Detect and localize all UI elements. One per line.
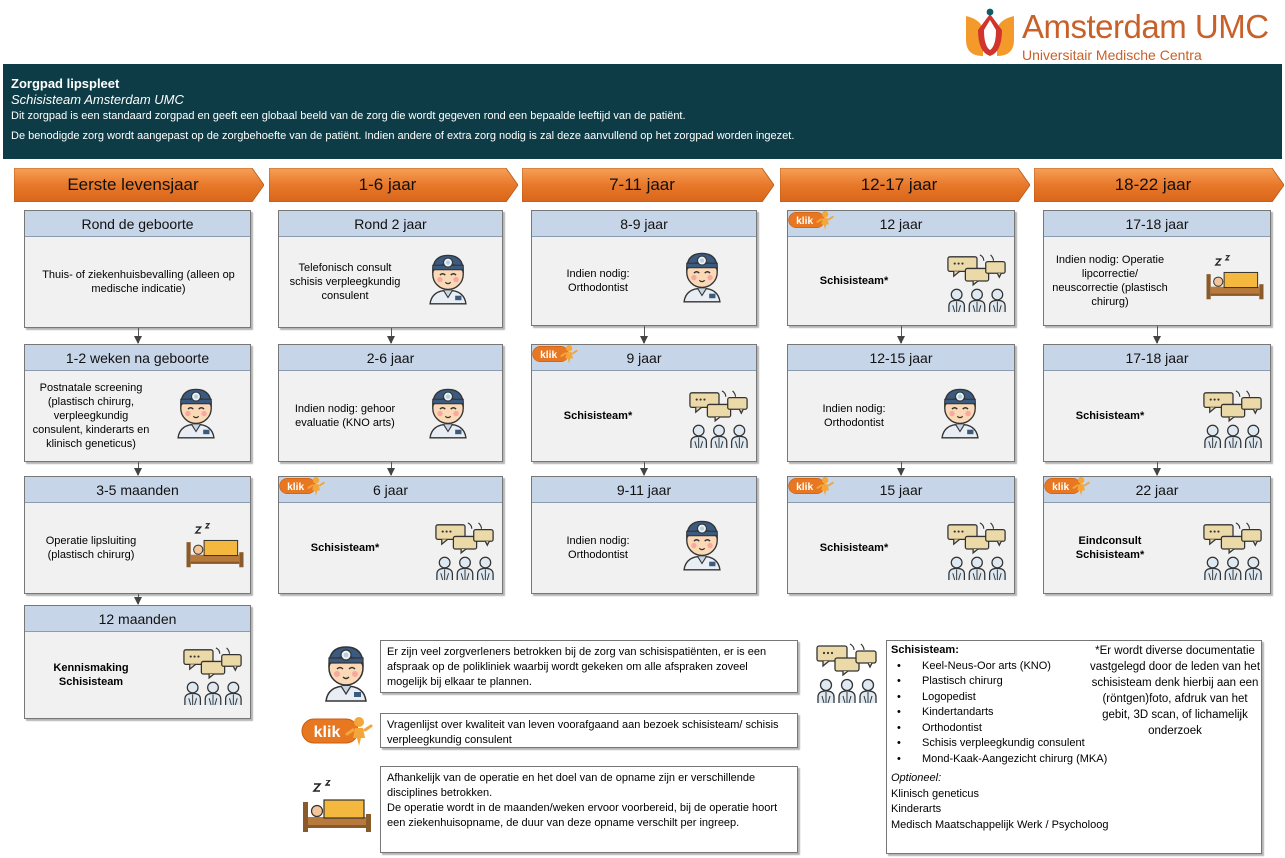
phase-label: 7-11 jaar	[609, 175, 675, 194]
care-step-text: Schisisteam*	[563, 410, 633, 422]
team-member-list	[891, 659, 1121, 768]
svg-text:klik: klik	[796, 215, 814, 227]
tulip-logo-icon	[962, 6, 1018, 62]
care-step-title: 3-5 maanden	[25, 477, 250, 503]
team-member: • Schisis verpleegkundig consulent	[891, 736, 1121, 752]
team-icon	[1202, 387, 1264, 449]
team-icon	[434, 519, 496, 581]
team-icon	[688, 387, 750, 449]
care-step-title: 17-18 jaar	[1044, 345, 1270, 371]
klik-icon[interactable]	[279, 475, 325, 497]
care-step-text: Schisisteam*	[1075, 410, 1145, 422]
hospital-bed-icon	[184, 523, 246, 573]
team-member: • Kindertandarts	[891, 705, 1121, 721]
care-step-card	[24, 476, 251, 594]
team-member: • Mond-Kaak-Aangezicht chirurg (MKA)	[891, 752, 1121, 768]
care-step-text: Operatie lipsluiting (plastisch chirurg)	[45, 535, 137, 561]
intro-line-2: De benodigde zorg wordt aangepast op de zorgbehoefte van de patiënt. Indien andere of extra zorg nodig is zal deze aanvullend op het zorgpad worden ingezet.	[11, 130, 795, 142]
care-step-text: Telefonisch consult schisis verpleegkundig consulent	[289, 262, 401, 302]
hospital-bed-icon	[1204, 255, 1266, 305]
team-icon	[1202, 519, 1264, 581]
flow-arrow	[644, 462, 645, 475]
team-member: • Plastisch chirurg	[891, 674, 1121, 690]
care-step-card	[531, 476, 757, 594]
team-icon	[946, 251, 1008, 313]
care-step-title: 12 maanden	[25, 606, 250, 632]
team-optional-title: Optioneel:	[891, 772, 942, 784]
doctor-icon	[676, 245, 728, 303]
doctor-icon	[934, 381, 986, 439]
klik-icon[interactable]	[788, 209, 834, 231]
care-step-text: Eindconsult Schisisteam*	[1075, 535, 1145, 561]
care-step-card	[24, 605, 251, 719]
care-step-title: 9-11 jaar	[532, 477, 756, 503]
care-step-title: 12-15 jaar	[788, 345, 1014, 371]
flow-arrow	[1157, 462, 1158, 475]
care-step-text: Thuis- of ziekenhuisbevalling (alleen op medische indicatie)	[42, 269, 235, 295]
team-box	[886, 640, 1262, 854]
team-note: *Er wordt diverse documentatie vastgelegd door de leden van het schisisteam denk hierbij aan een (röntgen)foto, afdruk van het gebit, 3D scan, of lichamelijk onderzoek	[1089, 645, 1261, 737]
care-step-card	[787, 210, 1015, 326]
legend-bed-icon	[300, 780, 374, 838]
care-step-title: 1-2 weken na geboorte	[25, 345, 250, 371]
care-step-card	[278, 344, 503, 462]
team-optional-list	[891, 787, 1121, 834]
care-step-card	[24, 210, 251, 328]
care-step-title: 6 jaar	[279, 477, 502, 503]
care-step-title: Rond de geboorte	[25, 211, 250, 237]
legend-team-icon	[815, 640, 879, 704]
care-step-card	[278, 476, 503, 594]
klik-icon	[301, 714, 373, 748]
legend-bed-text-1: Afhankelijk van de operatie en het doel van de opname zijn er verschillende disciplines betrokken.	[387, 772, 756, 799]
care-step-text: Schisisteam*	[819, 275, 889, 287]
care-step-text: Kennismaking Schisisteam	[53, 662, 129, 688]
legend-bed-text	[380, 766, 798, 853]
care-step-text: Indien nodig: Orthodontist	[822, 403, 886, 429]
svg-text:klik: klik	[1052, 481, 1070, 493]
doctor-icon	[422, 381, 474, 439]
care-step-card	[1043, 476, 1271, 594]
klik-icon[interactable]	[1044, 475, 1090, 497]
flow-arrow	[138, 328, 139, 343]
care-step-card	[1043, 210, 1271, 326]
legend-klik-icon	[301, 714, 373, 748]
care-step-title: Rond 2 jaar	[279, 211, 502, 237]
care-step-card	[531, 344, 757, 462]
page-subtitle: Schisisteam Amsterdam UMC	[11, 92, 184, 107]
care-step-card	[24, 344, 251, 462]
team-icon	[182, 644, 244, 706]
page-title: Zorgpad lipspleet	[11, 76, 120, 91]
care-step-title: 17-18 jaar	[1044, 211, 1270, 237]
phase-label: 18-22 jaar	[1114, 175, 1192, 194]
legend-doctor-icon	[317, 638, 375, 702]
doctor-icon	[317, 638, 375, 702]
care-step-card	[531, 210, 757, 326]
phase-4	[780, 168, 1030, 202]
care-step-text: Schisisteam*	[310, 542, 380, 554]
flow-arrow	[901, 462, 902, 475]
team-icon	[815, 640, 879, 704]
care-step-text: Schisisteam*	[819, 542, 889, 554]
legend-doctor-text: Er zijn veel zorgverleners betrokken bij de zorg van schisispatiënten, er is een afspraak op de polikliniek waarbij wordt gekeken om alle afspraken zoveel mogelijk bij elkaar te plannen.	[380, 640, 798, 693]
care-step-text: Indien nodig: Operatie lipcorrectie/ neuscorrectie (plastisch chirurg)	[1052, 254, 1168, 308]
flow-arrow	[138, 462, 139, 475]
phase-label: 12-17 jaar	[860, 175, 938, 194]
header-banner	[3, 64, 1282, 159]
doctor-icon	[676, 513, 728, 571]
flow-arrow	[391, 328, 392, 343]
svg-text:klik: klik	[313, 724, 341, 741]
svg-text:klik: klik	[796, 481, 814, 493]
doctor-icon	[422, 247, 474, 305]
phase-3	[522, 168, 774, 202]
phase-1	[14, 168, 264, 202]
team-optional-member: Klinisch geneticus	[891, 787, 980, 800]
care-step-text: Indien nodig: Orthodontist	[566, 268, 630, 294]
hospital-bed-icon	[300, 780, 374, 838]
care-step-title: 2-6 jaar	[279, 345, 502, 371]
doctor-icon	[170, 381, 222, 439]
intro-line-1: Dit zorgpad is een standaard zorgpad en geeft een globaal beeld van de zorg die wordt gegeven rond een bepaalde leeftijd van de patiënt.	[11, 110, 686, 122]
phase-5	[1034, 168, 1284, 202]
phase-label: 1-6 jaar	[358, 175, 417, 194]
logo-name: Amsterdam UMC	[1022, 8, 1269, 45]
amsterdam-umc-logo	[962, 6, 1282, 64]
care-step-title: 12 jaar	[788, 211, 1014, 237]
care-step-title: 15 jaar	[788, 477, 1014, 503]
team-member: • Keel-Neus-Oor arts (KNO)	[891, 659, 1121, 675]
phase-label: Eerste levensjaar	[67, 175, 199, 194]
team-member: • Logopedist	[891, 690, 1121, 706]
svg-text:klik: klik	[287, 481, 305, 493]
care-step-card	[1043, 344, 1271, 462]
care-step-card	[278, 210, 503, 328]
care-step-title: 9 jaar	[532, 345, 756, 371]
care-step-text: Indien nodig: Orthodontist	[566, 535, 630, 561]
flow-arrow	[644, 326, 645, 343]
care-step-card	[787, 344, 1015, 462]
team-title: Schisisteam:	[891, 644, 959, 656]
team-optional-member: Kinderarts	[891, 803, 942, 815]
phase-2	[269, 168, 518, 202]
klik-icon[interactable]	[788, 475, 834, 497]
care-step-title: 22 jaar	[1044, 477, 1270, 503]
svg-text:klik: klik	[540, 349, 558, 361]
flow-arrow	[901, 326, 902, 343]
care-step-text: Postnatale screening (plastisch chirurg, verpleegkundig consulent, kinderarts en klinisch geneticus)	[32, 382, 150, 450]
flow-arrow	[1157, 326, 1158, 343]
legend-bed-text-2: De operatie wordt in de maanden/weken ervoor voorbereid, bij de operatie hoort een ziekenhuisopname, de duur van deze opname verschilt per ingreep.	[387, 802, 778, 829]
logo-subtitle: Universitair Medische Centra	[1022, 47, 1202, 63]
team-member: • Orthodontist	[891, 721, 1121, 737]
klik-icon[interactable]	[532, 343, 578, 365]
flow-arrow	[391, 462, 392, 475]
legend-klik-text: Vragenlijst over kwaliteit van leven voorafgaand aan bezoek schisisteam/ schisis verpleegkundig consulent	[380, 713, 798, 748]
team-optional-member: Medisch Maatschappelijk Werk / Psycholoog	[891, 818, 1109, 831]
care-step-card	[787, 476, 1015, 594]
care-step-title: 8-9 jaar	[532, 211, 756, 237]
flow-arrow	[138, 594, 139, 604]
care-step-text: Indien nodig: gehoor evaluatie (KNO arts)	[294, 403, 396, 429]
team-icon	[946, 519, 1008, 581]
